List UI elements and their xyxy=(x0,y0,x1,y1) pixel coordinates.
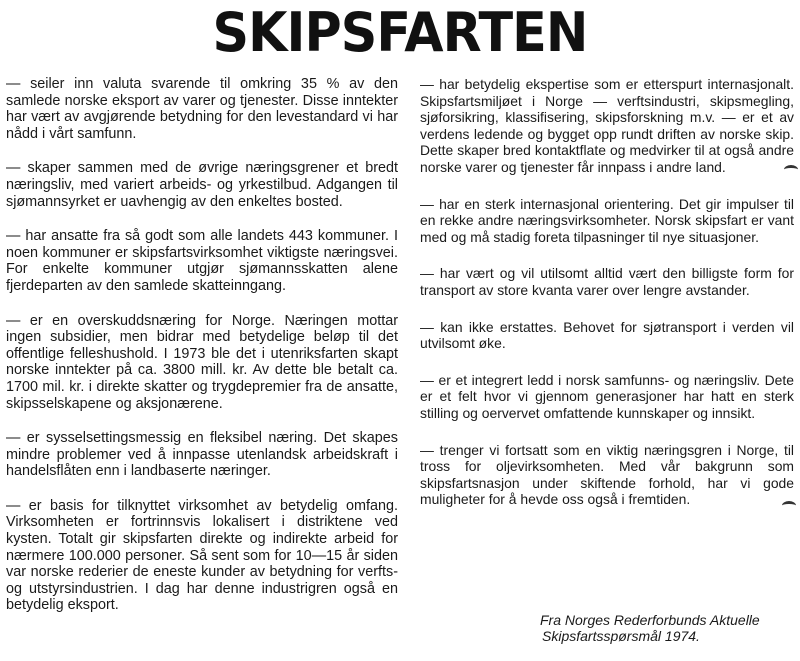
paragraph: — har en sterk internasjonal orientering. Det gir impulser til en rekke andre næringsvirksomheter. Norsk skipsfart er vant med og må stadig foreta tilpasninger til nye situasjoner. xyxy=(420,195,794,245)
print-smudge-mark xyxy=(782,501,796,510)
paragraph: — har betydelig ekspertise som er etterspurt internasjonalt. Skipsfartsmiljøet i Norge — verftsindustri, skipsmegling, sjøforsikring, klassifisering, skipsforskning m.v. — er et av verdens ledende og bygget opp rundt driften av norske skip. Dette skaper bred kontaktflate og medvirker til at også andre norske varer og tjenester får innpass i andre land. xyxy=(420,76,794,175)
paragraph: — har vært og vil utilsomt alltid vært den billigste form for transport av store kvanta varer over lengre avstander. xyxy=(420,265,794,298)
paragraph: — seiler inn valuta svarende til omkring 35 % av den samlede norske eksport av varer og tjenester. Disse inntekter har vært av avgjørende betydning for den levestandard vi har nådd i vårt samfunn. xyxy=(6,76,398,142)
paragraph: — er sysselsettingsmessig en fleksibel næring. Det skapes mindre problemer ved å innpasse utenlandsk arbeidskraft i handelsflåten enn i landbaserte næringer. xyxy=(6,430,398,480)
source-line: Skipsfartsspørsmål 1974. xyxy=(542,628,700,644)
paragraph: — trenger vi fortsatt som en viktig næringsgren i Norge, til tross for oljevirksomheten. Med vår bakgrunn som skipsfartsnasjon under skiftende forhold, har vi gode muligheter for å hevde oss også i fremtiden. xyxy=(420,441,794,508)
right-column xyxy=(420,76,794,528)
paragraph: — er en overskuddsnæring for Norge. Næringen mottar ingen subsidier, men bidrar med betydelige beløp til det offentlige felleshushold. I 1973 ble det i utenriksfarten skapt norske inntekter på ca. 3800 mill. kr. Av dette ble betalt ca. 1700 mil. kr. i direkte skatter og trygdepremier fra de ansatte, skipsselskapene og aksjonærene. xyxy=(6,312,398,412)
paragraph: — har ansatte fra så godt som alle landets 443 kommuner. I noen kommuner er skipsfartsvirksomhet viktigste næringsvei. For enkelte kommuner utgjør sjømannsskatten alene fjerdeparten av den samlede skatteinngang. xyxy=(6,228,398,294)
paragraph: — skaper sammen med de øvrige næringsgrener et bredt næringsliv, med variert arbeids- og yrkestilbud. Adgangen til sjømannsyrket er uavhengig av den enkeltes bosted. xyxy=(6,160,398,210)
paragraph: — er basis for tilknyttet virksomhet av betydelig omfang. Virksomheten er fortrinnsvis lokalisert i distriktene ved kysten. Totalt gir skipsfarten direkte og indirekte arbeid for nærmere 100.000 personer. Så sent som for 10—15 år siden var norske rederier de eneste kunder av betydning for verfts- og utstyrsindustrien. I dag har denne industrigren også en betydelig eksport. xyxy=(6,497,398,614)
left-column xyxy=(6,76,398,632)
source-line: Fra Norges Rederforbunds Aktuelle xyxy=(540,612,760,628)
source-citation xyxy=(540,612,790,644)
page-title: SKIPSFARTEN xyxy=(212,1,588,64)
paragraph: — er et integrert ledd i norsk samfunns- og næringsliv. Dete er et felt hvor vi gjennom generasjoner har hatt en sterk stilling og oervervet omfattende kunnskaper og innsikt. xyxy=(420,371,794,421)
print-smudge-mark xyxy=(784,165,798,174)
paragraph: — kan ikke erstattes. Behovet for sjøtransport i verden vil utvilsomt øke. xyxy=(420,318,794,352)
